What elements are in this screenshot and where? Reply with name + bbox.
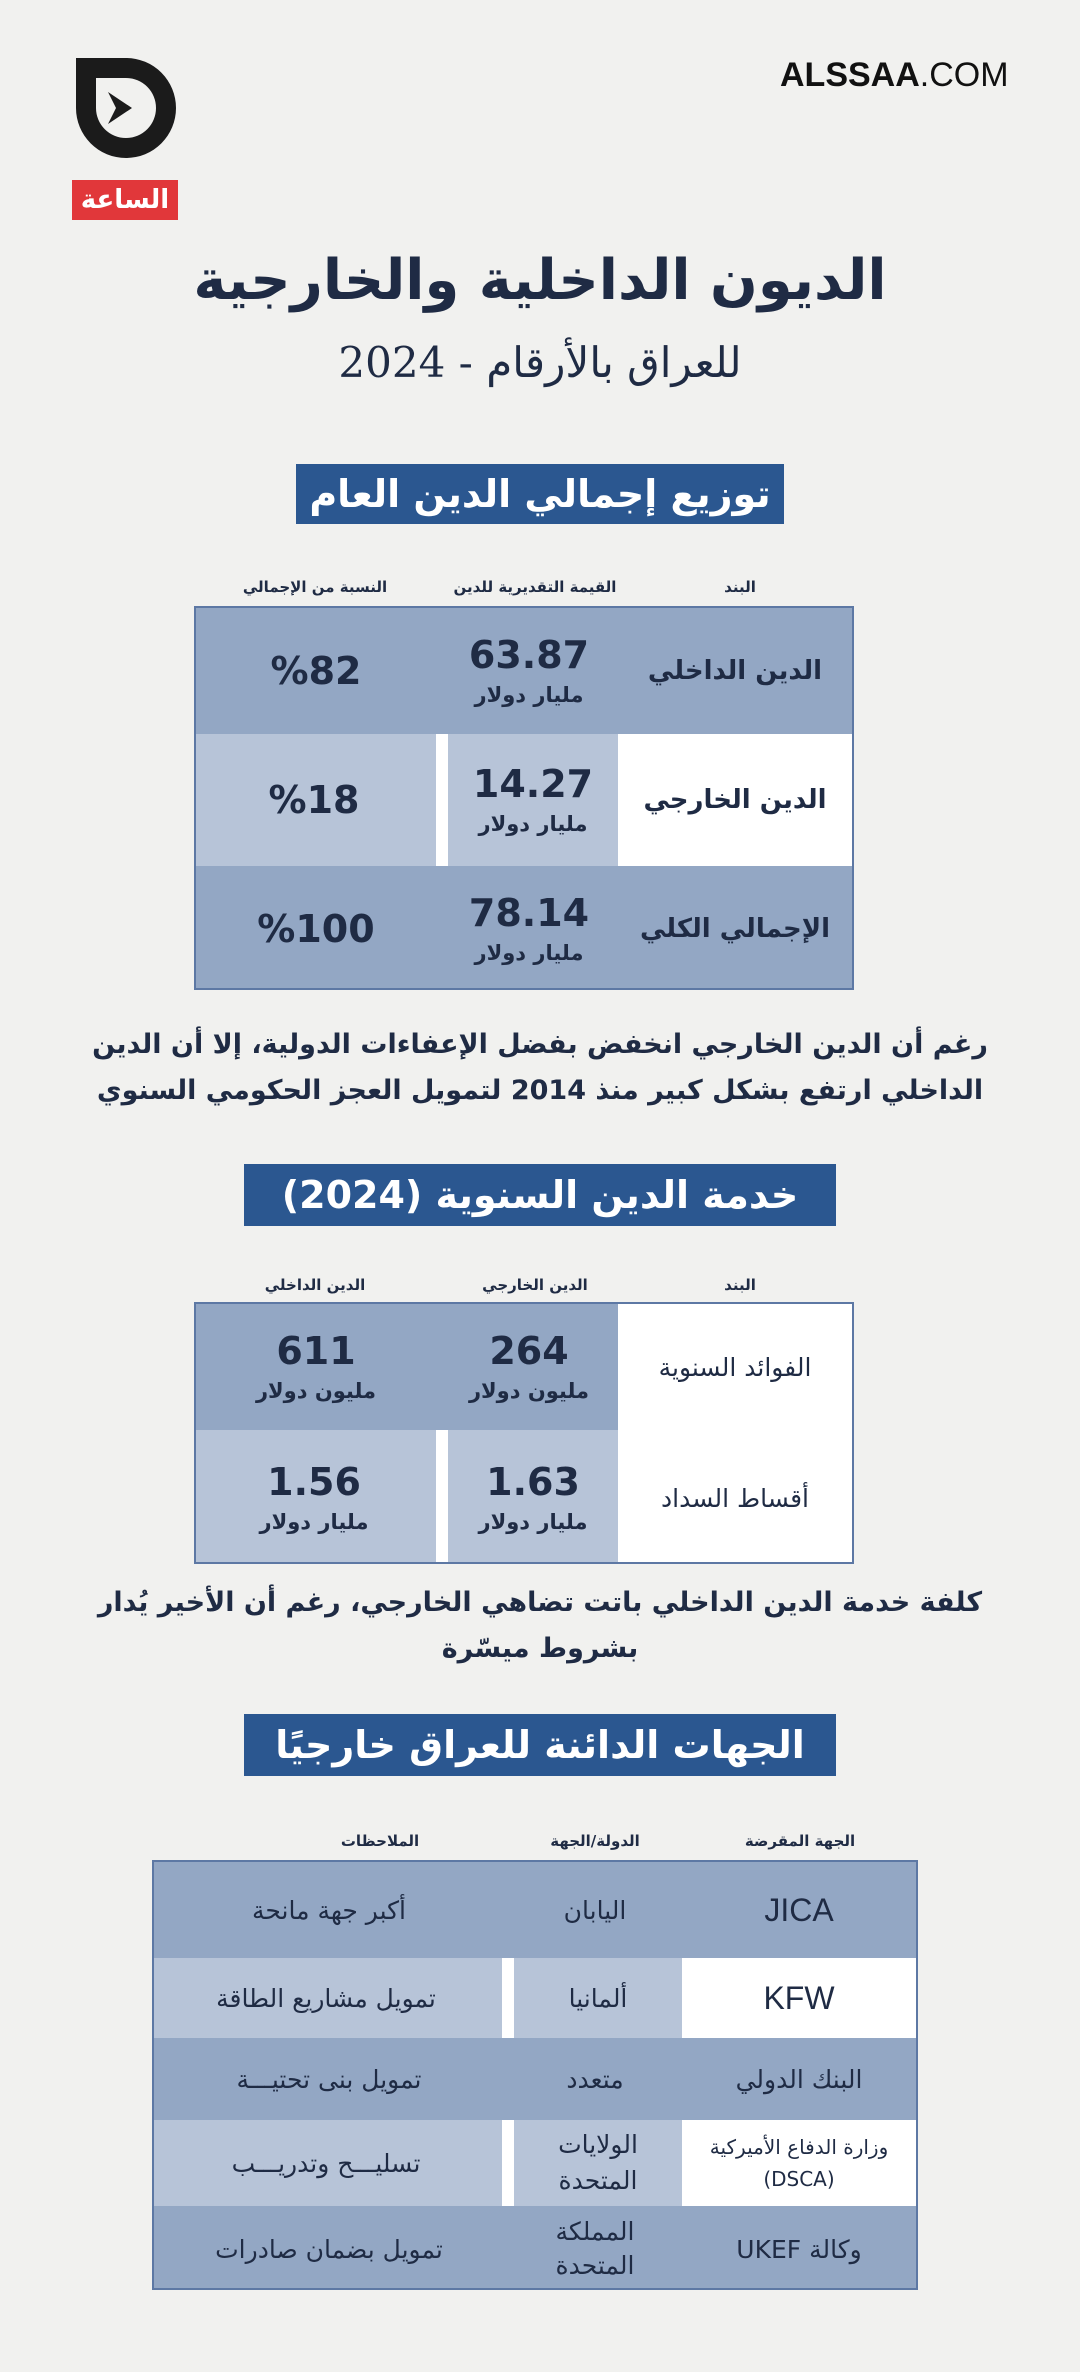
debt-service-table [194, 1302, 854, 1564]
row-item: الفوائد السنوية [658, 1352, 812, 1382]
row-country: المملكة المتحدة [555, 2217, 635, 2280]
site-url[interactable]: ALSSAA.COM [780, 56, 1009, 94]
table-row [154, 2038, 916, 2120]
row-note: أكبر جهة مانحة [252, 1895, 406, 1925]
row-country: متعدد [566, 2064, 624, 2094]
row-unit: مليار دولار [474, 682, 584, 707]
row-item: الإجمالي الكلي [639, 914, 831, 944]
row-value: 14.27 [472, 762, 594, 807]
row-lender: وزارة الدفاع الأميركية (DSCA) [709, 2135, 889, 2191]
table-row [154, 2206, 916, 2290]
column-header-share: النسبة من الإجمالي [242, 578, 388, 596]
column-header-country: الدولة/الجهة [550, 1832, 640, 1850]
page-title: الديون الداخلية والخارجية [193, 248, 887, 313]
row-internal: 611 [276, 1329, 356, 1374]
row-note: تسليـــح وتدريـــب [231, 2148, 421, 2178]
section2-note: كلفة خدمة الدين الداخلي باتت تضاهي الخارجي، رغم أن الأخير يُدار بشروط ميسّرة [97, 1587, 983, 1664]
row-external-unit: مليون دولار [468, 1378, 590, 1403]
row-share: %100 [257, 907, 375, 951]
table-row [196, 866, 852, 990]
row-note: تمويل بنى تحتيـــة [236, 2064, 422, 2094]
table-row [154, 2120, 916, 2206]
column-header-external: الدين الخارجي [482, 1276, 588, 1294]
creditors-table [152, 1860, 918, 2290]
column-header-item: البند [724, 1276, 756, 1294]
row-item: الدين الداخلي [647, 656, 823, 686]
row-note: تمويل بضمان صادرات [215, 2234, 443, 2264]
row-internal: 1.56 [267, 1460, 361, 1505]
column-header-item: البند [724, 578, 756, 596]
alsaa-logo-icon [70, 52, 182, 164]
section1-note: رغم أن الدين الخارجي انخفض بفضل الإعفاءات الدولية، إلا أن الدين الداخلي ارتفع بشكل كبير منذ 2014 لتمويل العجز الحكومي السنوي [92, 1029, 988, 1106]
row-lender: البنك الدولي [735, 2064, 863, 2094]
page-subtitle: للعراق بالأرقام - 2024 [338, 338, 742, 387]
row-country: الولايات المتحدة [558, 2130, 638, 2195]
section-banner-debt-service: خدمة الدين السنوية (2024) [244, 1164, 836, 1226]
row-external-unit: مليار دولار [478, 1509, 588, 1534]
row-country: اليابان [563, 1895, 627, 1925]
row-unit: مليار دولار [474, 940, 584, 965]
row-external: 1.63 [486, 1460, 580, 1505]
row-lender: KFW [763, 1979, 835, 2016]
row-lender: JICA [764, 1891, 834, 1928]
row-external: 264 [489, 1329, 569, 1374]
table-row [196, 1304, 852, 1430]
row-value: 63.87 [468, 633, 590, 678]
table-row [196, 734, 852, 866]
section-banner-creditors: الجهات الدائنة للعراق خارجيًا [244, 1714, 836, 1776]
section-banner-debt-distribution: توزيع إجمالي الدين العام [296, 464, 784, 524]
row-unit: مليار دولار [478, 811, 588, 836]
row-country: ألمانيا [568, 1983, 628, 2013]
row-share: %82 [270, 649, 362, 693]
row-item: أقساط السداد [661, 1483, 809, 1513]
table-row [196, 1430, 852, 1564]
row-item: الدين الخارجي [643, 785, 827, 815]
column-header-internal: الدين الداخلي [264, 1276, 366, 1294]
column-header-lender: الجهة المقرضة [744, 1832, 856, 1850]
column-header-notes: الملاحظات [340, 1832, 420, 1850]
table-row [196, 608, 852, 734]
row-share: %18 [268, 778, 360, 822]
row-internal-unit: مليون دولار [255, 1378, 377, 1403]
row-internal-unit: مليار دولار [259, 1509, 369, 1534]
row-value: 78.14 [468, 891, 590, 936]
row-lender: وكالة UKEF [736, 2234, 862, 2264]
row-note: تمويل مشاريع الطاقة [216, 1983, 436, 2013]
debt-distribution-table [194, 606, 854, 990]
column-header-value: القيمة التقديرية للدين [453, 578, 617, 596]
table-row [154, 1958, 916, 2038]
logo-tag: الساعة [72, 180, 178, 220]
table-row [154, 1862, 916, 1958]
